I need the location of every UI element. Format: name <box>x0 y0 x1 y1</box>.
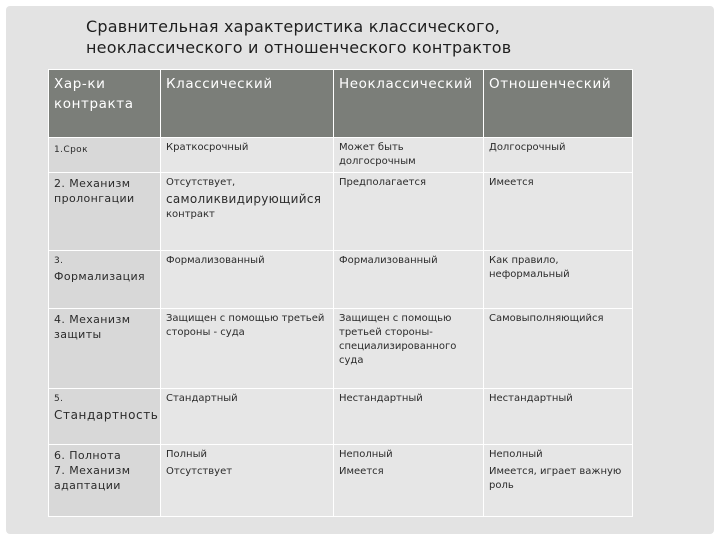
table-cell: Как правило, неформальный <box>484 251 633 309</box>
table-cell <box>161 445 334 517</box>
header-characteristics: Хар-ки контракта <box>49 70 161 138</box>
header-relational: Отношенческий <box>484 70 633 138</box>
row-label-text: 4. Механизм защиты <box>54 313 131 341</box>
table-row <box>49 173 633 251</box>
row-label-formalization <box>49 251 161 309</box>
table-cell: Долгосрочный <box>484 138 633 173</box>
table-cell <box>484 445 633 517</box>
cell-line: контракт <box>166 209 215 220</box>
table-cell: Может быть долгосрочным <box>334 138 484 173</box>
table-cell <box>334 445 484 517</box>
table-row <box>49 138 633 173</box>
table-cell: Защищен с помощью третьей стороны - суда <box>161 309 334 389</box>
row-label-text: Стандартность <box>54 408 159 422</box>
row-label-prolongation <box>49 173 161 251</box>
cell-line: Отсутствует, <box>166 177 236 188</box>
cell-line: Неполный <box>489 449 543 460</box>
row-label-number: 5. <box>54 394 64 404</box>
row-label-text: 6. Полнота <box>54 449 122 462</box>
table-row <box>49 251 633 309</box>
table-cell: Имеется <box>484 173 633 251</box>
table-cell: Формализованный <box>334 251 484 309</box>
table-cell: Формализованный <box>161 251 334 309</box>
row-label-number: 3. <box>54 256 64 266</box>
table-cell: Самовыполняющийся <box>484 309 633 389</box>
header-classical: Классический <box>161 70 334 138</box>
table-cell: Краткосрочный <box>161 138 334 173</box>
cell-line: Имеется, играет важную роль <box>489 466 622 491</box>
title-line-1: Сравнительная характеристика классического, <box>86 17 501 36</box>
table-header-row <box>49 70 633 138</box>
table-row <box>49 309 633 389</box>
title-line-2: неоклассического и отношенческого контрактов <box>86 38 512 57</box>
table-cell: Стандартный <box>161 389 334 445</box>
table-cell: Предполагается <box>334 173 484 251</box>
header-neoclassical: Неоклассический <box>334 70 484 138</box>
cell-line: Полный <box>166 449 207 460</box>
table-cell: Нестандартный <box>484 389 633 445</box>
table-cell: Нестандартный <box>334 389 484 445</box>
row-label-text: 1.Срок <box>54 145 88 155</box>
slide-title <box>86 16 686 58</box>
row-label-text: 7. Механизм адаптации <box>54 464 131 492</box>
cell-line: Отсутствует <box>166 466 233 477</box>
row-label-protection <box>49 309 161 389</box>
cell-line: Имеется <box>339 466 384 477</box>
table-row <box>49 389 633 445</box>
row-label-standardness <box>49 389 161 445</box>
table-row <box>49 445 633 517</box>
row-label-text: Формализация <box>54 270 146 283</box>
row-label-term <box>49 138 161 173</box>
cell-line: самоликвидирующийся <box>166 192 322 206</box>
comparison-table <box>48 69 633 517</box>
table-cell: Защищен с помощью третьей стороны- специализированного суда <box>334 309 484 389</box>
row-label-text: 2. Механизм пролонгации <box>54 177 135 205</box>
table-cell <box>161 173 334 251</box>
cell-line: Неполный <box>339 449 393 460</box>
row-label-completeness-adaptation <box>49 445 161 517</box>
